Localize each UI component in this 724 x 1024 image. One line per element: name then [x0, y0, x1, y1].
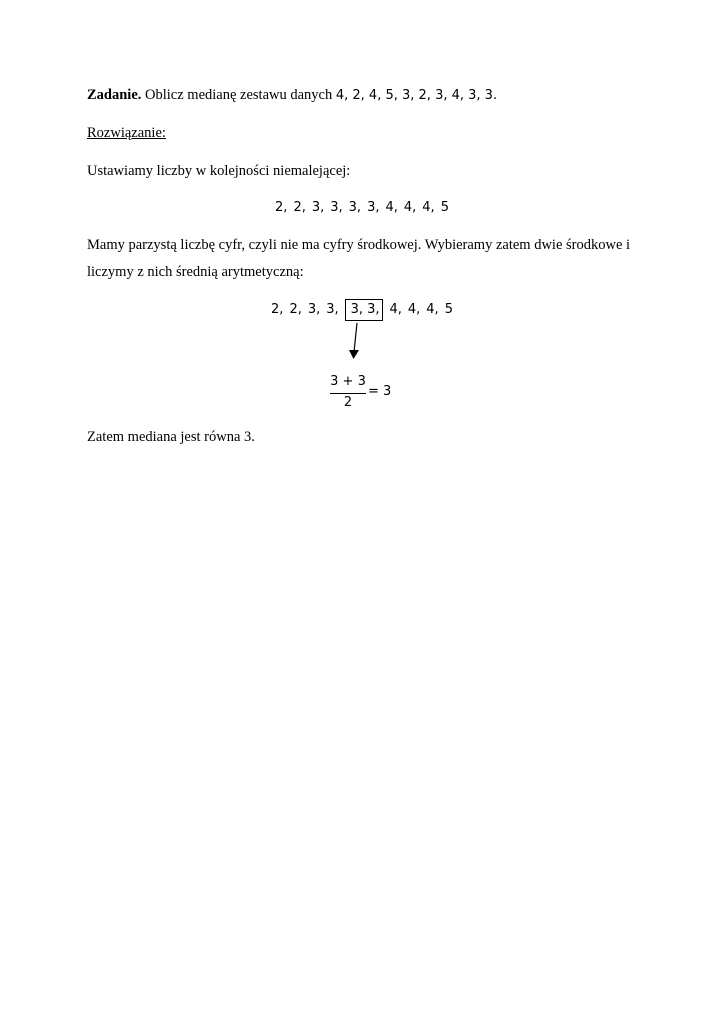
middle-value: 3,	[367, 302, 380, 317]
step2-line-2: liczymy z nich średnią arytmetyczną:	[87, 264, 304, 280]
sequence-number: 4,	[389, 302, 402, 317]
middle-value: 3,	[350, 302, 364, 317]
boxed-sequence	[0, 299, 724, 321]
fraction-numerator: 3 + 3	[330, 374, 366, 389]
sequence-number: 4,	[385, 200, 398, 215]
task-data: 4, 2, 4, 5, 3, 2, 3, 4, 3, 3.	[335, 88, 498, 103]
solution-heading: Rozwiązanie:	[87, 125, 166, 141]
sequence-number: 3,	[348, 200, 362, 215]
sequence-number: 3,	[311, 200, 325, 215]
step2-line-1: Mamy parzystą liczbę cyfr, czyli nie ma cyfry środkowej. Wybieramy zatem dwie środkowe i	[87, 237, 631, 253]
sequence-number: 2,	[289, 302, 302, 317]
sequence-number: 5	[444, 302, 453, 317]
step1-text: Ustawiamy liczby w kolejności niemalejącej:	[87, 163, 351, 179]
down-arrow-icon	[344, 322, 364, 362]
conclusion: Zatem mediana jest równa 3.	[87, 429, 255, 445]
sequence-number: 2,	[271, 302, 284, 317]
fraction-result: = 3	[368, 384, 392, 399]
sequence-number: 4,	[407, 302, 421, 317]
sequence-number: 3,	[330, 200, 343, 215]
sequence-number: 5	[440, 200, 449, 215]
sequence-number: 4,	[403, 200, 417, 215]
fraction-bar	[330, 393, 366, 394]
task-label: Zadanie.	[87, 87, 142, 103]
sequence-number: 3,	[326, 302, 339, 317]
middle-values-box	[345, 299, 384, 321]
sorted-sequence	[0, 199, 724, 217]
sequence-number: 3,	[367, 200, 380, 215]
sequence-number: 4,	[426, 302, 439, 317]
sequence-number: 2,	[293, 200, 306, 215]
task-line	[87, 86, 497, 105]
sequence-number: 2,	[275, 200, 288, 215]
sequence-number: 4,	[422, 200, 435, 215]
task-text: Oblicz medianę zestawu danych	[145, 87, 333, 103]
fraction-denominator: 2	[343, 395, 353, 410]
sequence-number: 3,	[307, 302, 321, 317]
